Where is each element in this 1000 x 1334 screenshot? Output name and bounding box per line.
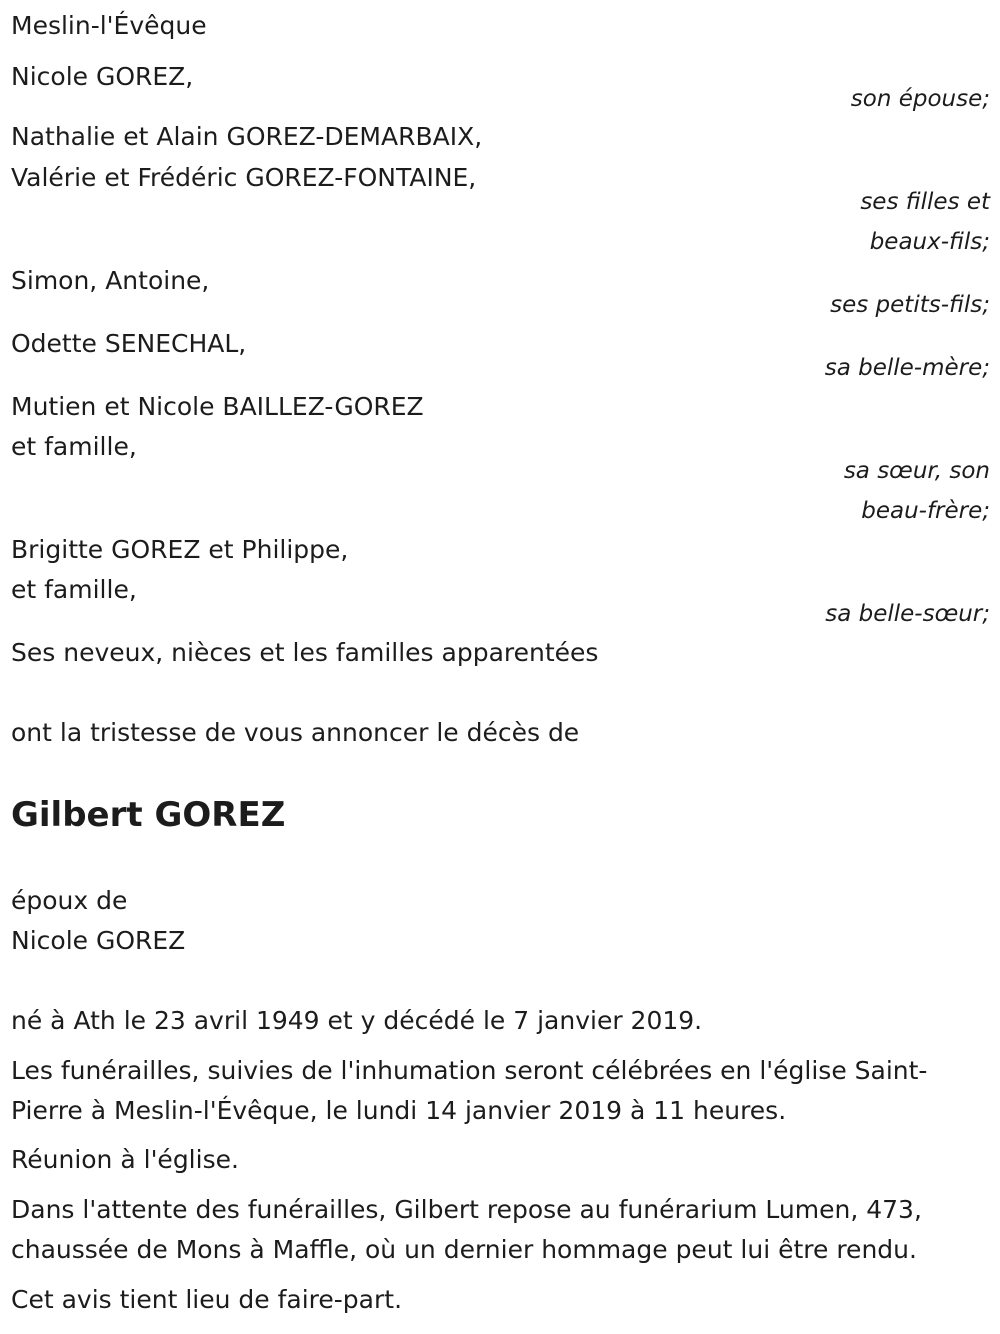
- location: Meslin-l'Évêque: [11, 11, 207, 40]
- family-member-line: Nathalie et Alain GOREZ-DEMARBAIX,: [11, 122, 483, 151]
- relation-label: ses filles et: [860, 189, 990, 215]
- relation-label: beau-frère;: [861, 498, 990, 524]
- spouse-name: Nicole GOREZ: [11, 926, 186, 955]
- spouse-label: époux de: [11, 886, 128, 915]
- relation-label: sa belle-mère;: [824, 355, 990, 381]
- meeting-text: Réunion à l'église.: [11, 1145, 239, 1174]
- deceased-name: Gilbert GOREZ: [11, 795, 286, 835]
- relation-label: son épouse;: [850, 86, 990, 112]
- relation-label: ses petits-fils;: [830, 292, 990, 318]
- family-member-line: Mutien et Nicole BAILLEZ-GOREZ: [11, 392, 424, 421]
- family-member-line: et famille,: [11, 432, 137, 461]
- family-member-line: Valérie et Frédéric GOREZ-FONTAINE,: [11, 163, 477, 192]
- relation-label: beaux-fils;: [869, 229, 990, 255]
- family-member-line: Brigitte GOREZ et Philippe,: [11, 535, 349, 564]
- relation-label: sa belle-sœur;: [825, 601, 990, 627]
- funeral-text: Les funérailles, suivies de l'inhumation seront célébrées en l'église Saint-: [11, 1056, 928, 1085]
- family-member-line: Simon, Antoine,: [11, 266, 210, 295]
- family-member-line: Nicole GOREZ,: [11, 62, 194, 91]
- birth-death-text: né à Ath le 23 avril 1949 et y décédé le 7 janvier 2019.: [11, 1006, 703, 1035]
- relation-label: sa sœur, son: [843, 458, 990, 484]
- announcement-text: ont la tristesse de vous annoncer le décès de: [11, 718, 580, 747]
- visitation-text: chaussée de Mons à Maffle, où un dernier hommage peut lui être rendu.: [11, 1235, 917, 1264]
- family-member-line: Odette SENECHAL,: [11, 329, 247, 358]
- family-member-line: et famille,: [11, 575, 137, 604]
- visitation-text: Dans l'attente des funérailles, Gilbert repose au funérarium Lumen, 473,: [11, 1195, 922, 1224]
- relatives-line: Ses neveux, nièces et les familles apparentées: [11, 638, 599, 667]
- notice-text: Cet avis tient lieu de faire-part.: [11, 1285, 403, 1314]
- funeral-text: Pierre à Meslin-l'Évêque, le lundi 14 janvier 2019 à 11 heures.: [11, 1096, 787, 1125]
